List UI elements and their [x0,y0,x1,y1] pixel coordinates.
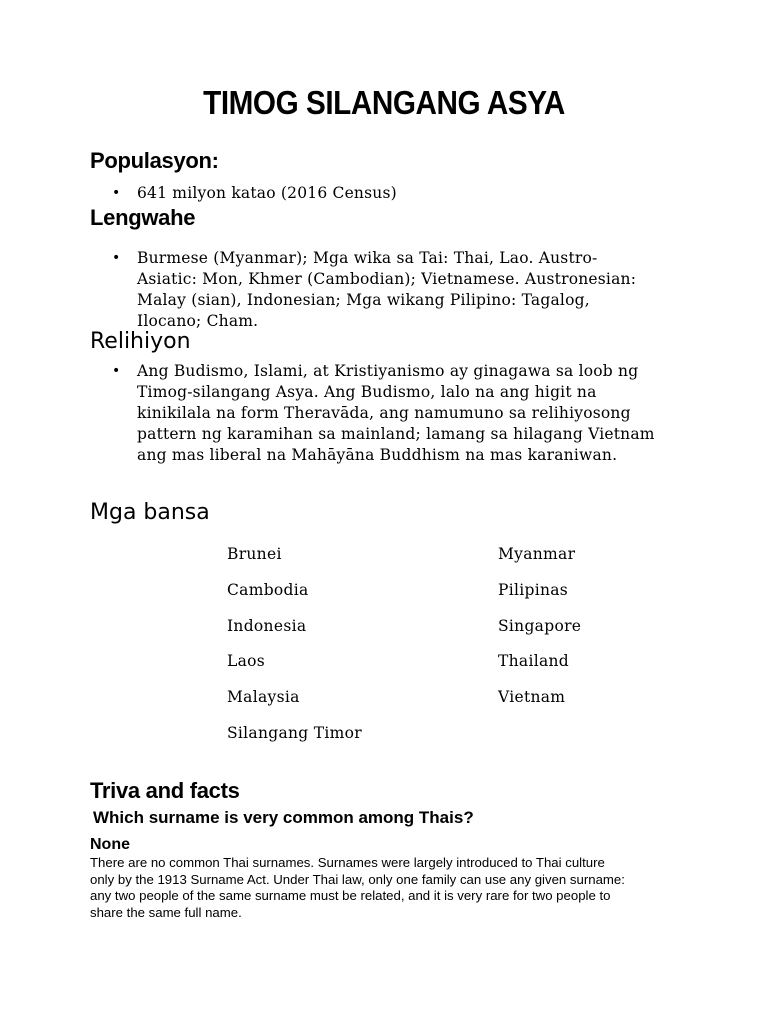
trivia-question: Which surname is very common among Thais? [93,808,474,827]
populasyon-heading: Populasyon: [90,148,219,173]
lengwahe-line: Malay (sian), Indonesian; Mga wikang Pilipino: Tagalog, [137,291,590,309]
trivia-heading: Triva and facts [90,778,240,803]
lengwahe-line: Asiatic: Mon, Khmer (Cambodian); Vietnamese. Austronesian: [137,270,637,288]
country-item: Malaysia [227,688,300,706]
country-item: Pilipinas [498,581,569,599]
trivia-paragraph [90,855,690,921]
relihiyon-text [137,361,655,466]
bansa-heading: Mga bansa [90,500,210,525]
trivia-line: There are no common Thai surnames. Surnames were largely introduced to Thai culture [90,855,605,870]
country-item: Brunei [227,545,282,563]
lengwahe-text [137,248,636,332]
trivia-line: any two people of the same surname must be related, and it is very rare for two people to [90,888,611,903]
trivia-answer: None [90,836,130,853]
relihiyon-line: ang mas liberal na Mahāyāna Buddhism na mas karaniwan. [137,446,618,464]
country-item: Singapore [498,617,582,635]
country-item: Myanmar [498,545,576,563]
country-item: Silangang Timor [227,724,362,742]
relihiyon-line: kinikilala na form Theravāda, ang namumuno sa relihiyosong [137,404,631,422]
bullet-icon: • [112,250,121,266]
country-item: Vietnam [498,688,566,706]
bullet-icon: • [112,363,121,379]
bullet-icon: • [112,185,121,201]
relihiyon-heading: Relihiyon [90,329,191,354]
lengwahe-line: Burmese (Myanmar); Mga wika sa Tai: Thai, Lao. Austro- [137,249,598,267]
relihiyon-line: Timog-silangang Asya. Ang Budismo, lalo na ang higit na [137,383,597,401]
country-item: Thailand [498,652,570,670]
country-item: Cambodia [227,581,309,599]
lengwahe-heading: Lengwahe [90,205,196,230]
trivia-line: share the same full name. [90,904,242,920]
trivia-line: only by the 1913 Surname Act. Under Thai law, only one family can use any given surname: [90,871,625,887]
populasyon-text: 641 milyon katao (2016 Census) [137,184,397,202]
relihiyon-line: pattern ng karamihan sa mainland; lamang sa hilagang Vietnam [137,425,655,443]
country-item: Indonesia [227,617,307,635]
relihiyon-line: Ang Budismo, Islami, at Kristiyanismo ay ginagawa sa loob ng [137,362,639,380]
page-title: TIMOG SILANGANG ASYA [203,84,565,121]
lengwahe-line: Ilocano; Cham. [137,312,259,330]
country-item: Laos [227,652,266,670]
